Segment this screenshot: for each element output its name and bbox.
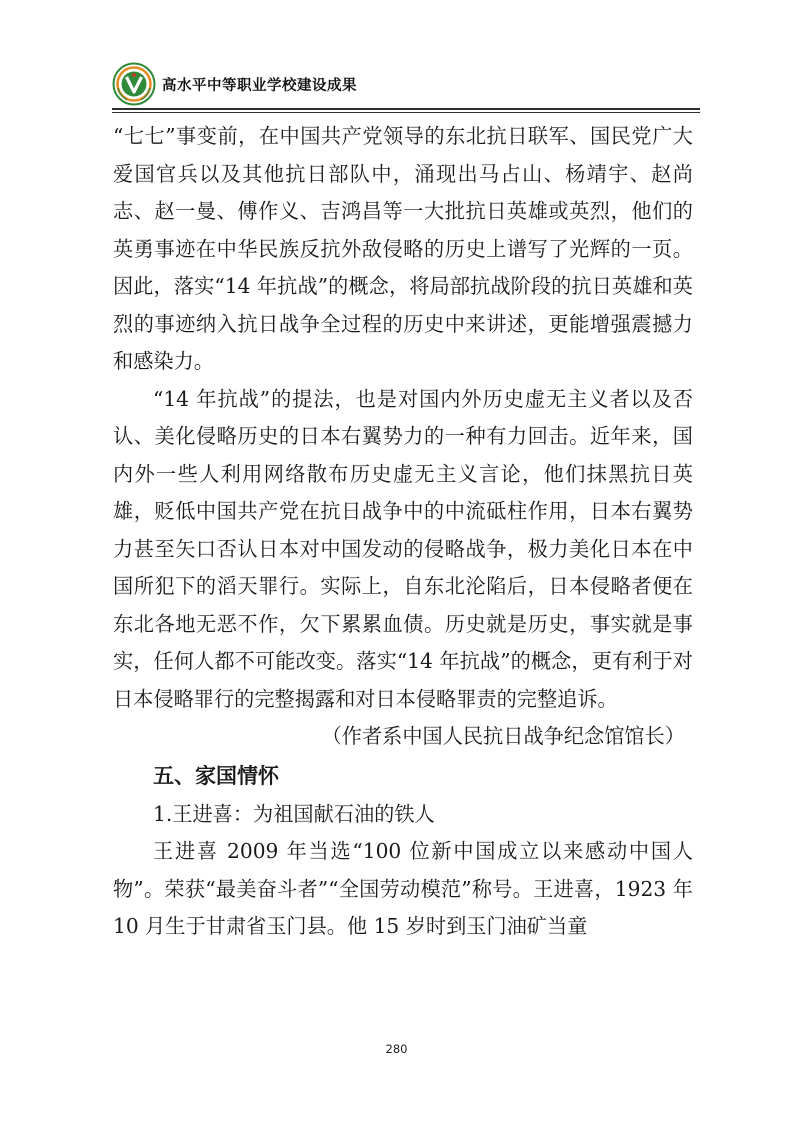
body-paragraph-2: “14 年抗战”的提法，也是对国内外历史虚无主义者以及否认、美化侵略历史的日本右翼势力的一种有力回击。近年来，国内外一些人利用网络散布历史虚无主义言论，他们抹黑抗日英雄，贬低中国共产党在抗日战争中的中流砥柱作用，日本右翼势力甚至矢口否认日本对中国发动的侵略战争，极力美化日本在中国所犯下的滔天罪行。实际上，自东北沦陷后，日本侵略者便在东北各地无恶不作，欠下累累血债。历史就是历史，事实就是事实，任何人都不可能改变。落实“14 年抗战”的概念，更有利于对日本侵略罪行的完整揭露和对日本侵略罪责的完整追诉。 xyxy=(113,386,693,711)
page-header xyxy=(112,62,702,106)
body-paragraph-1: “七七”事变前，在中国共产党领导的东北抗日联军、国民党广大爱国官兵以及其他抗日部队中，涌现出马占山、杨靖宇、赵尚志、赵一曼、傅作义、吉鸿昌等一大批抗日英雄或英烈，他们的英勇事迹在中华民族反抗外敌侵略的历史上谱写了光辉的一页。因此，落实“14 年抗战”的概念，将局部抗战阶段的抗日英雄和英烈的事迹纳入抗日战争全过程的历史中来讲述，更能增强震撼力和感染力。 xyxy=(113,124,693,373)
subsection-heading: 1.王进喜：为祖国献石油的铁人 xyxy=(153,801,435,826)
section-heading: 五、家国情怀 xyxy=(153,763,279,788)
header-rule-thick xyxy=(112,108,700,110)
body-paragraph-3: 王进喜 2009 年当选“100 位新中国成立以来感动中国人物”。荣获“最美奋斗者”“全国劳动模范”称号。王进喜，1923 年 10 月生于甘肃省玉门县。他 15 岁时到玉门油矿当童 xyxy=(113,839,693,938)
page-body xyxy=(113,118,693,946)
school-emblem-icon xyxy=(112,62,156,106)
header-rule-thin xyxy=(112,112,700,113)
page-number: 280 xyxy=(385,1042,408,1056)
author-attribution: （作者系中国人民抗日战争纪念馆馆长） xyxy=(321,724,685,748)
header-title: 高水平中等职业学校建设成果 xyxy=(162,77,357,94)
